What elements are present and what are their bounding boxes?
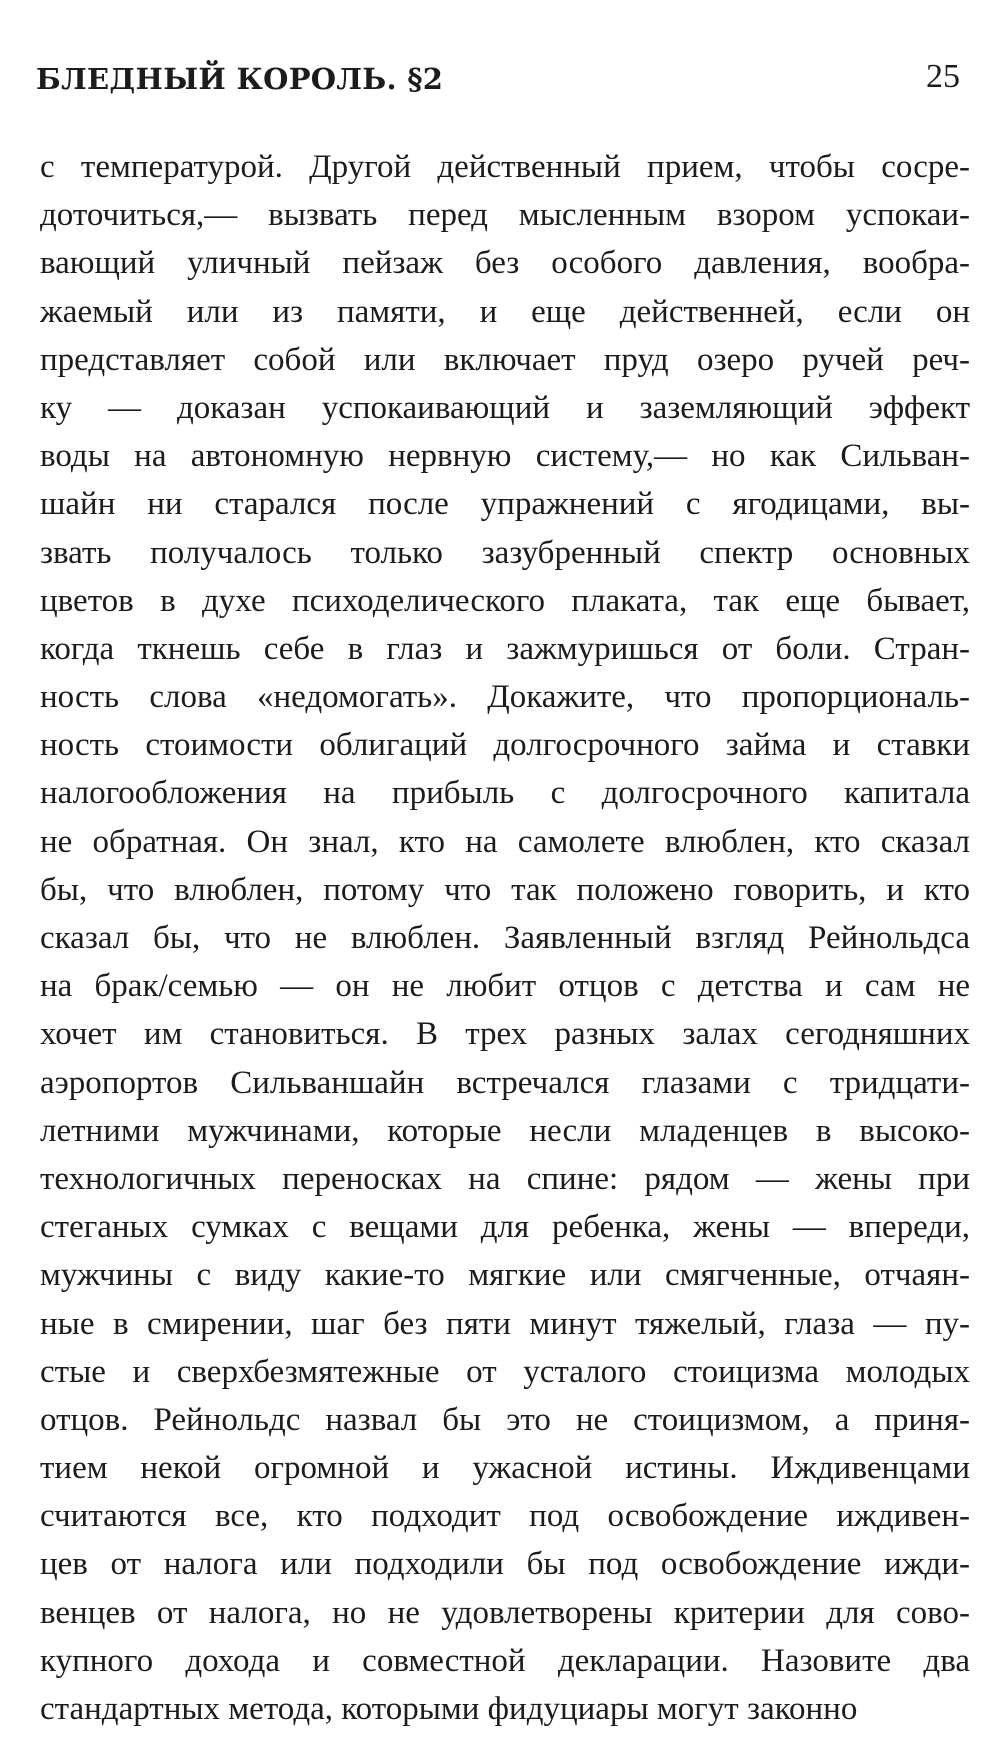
text-line: аэропортов Сильваншайн встречался глазами с тридцати- (40, 1064, 970, 1101)
text-line: стые и сверхбезмятежные от усталого стоицизма молодых (40, 1353, 970, 1390)
text-line: шайн ни старался после упражнений с ягодицами, вы- (40, 486, 970, 523)
text-line: сказал бы, что не влюблен. Заявленный взгляд Рейнольдса (40, 920, 970, 956)
text-line: цев от налога или подходили бы под освобождение ижди- (40, 1546, 970, 1583)
text-line: представляет собой или включает пруд озеро ручей реч- (40, 341, 970, 378)
text-line: воды на автономную нервную систему,— но как Сильван- (40, 438, 970, 475)
text-line: бы, что влюблен, потому что так положено говорить, и кто (40, 871, 970, 908)
text-line: ные в смирении, шаг без пяти минут тяжелый, глаза — пу- (40, 1305, 970, 1342)
text-line: не обратная. Он знал, кто на самолете влюблен, кто сказал (40, 823, 970, 860)
running-head: БЛЕДНЫЙ КОРОЛЬ. §2 (36, 62, 444, 96)
text-line: тием некой огромной и ужасной истины. Иждивенцами (40, 1450, 970, 1487)
page-number: 25 (926, 58, 960, 95)
text-line: ность стоимости облигаций долгосрочного займа и ставки (40, 727, 970, 764)
text-line: цветов в духе психоделического плаката, так еще бывает, (40, 582, 970, 619)
body-text (40, 143, 970, 1733)
text-line: технологичных переносках на спине: рядом — жены при (40, 1160, 970, 1197)
text-line: отцов. Рейнольдс назвал бы это не стоицизмом, а приня- (40, 1401, 970, 1438)
text-line: доточиться,— вызвать перед мысленным взором успокаи- (40, 197, 970, 234)
text-line: стандартных метода, которыми фидуциары могут законно (40, 1691, 858, 1727)
text-line: жаемый или из памяти, и еще действенней, если он (40, 293, 970, 330)
text-line: ность слова «недомогать». Докажите, что пропорциональ- (40, 679, 970, 716)
text-line: с температурой. Другой действенный прием, чтобы сосре- (40, 149, 970, 185)
text-line: звать получалось только зазубренный спектр основных (40, 534, 970, 571)
text-line: вающий уличный пейзаж без особого давления, вообра- (40, 245, 970, 282)
text-line: когда ткнешь себе в глаз и зажмуришься от боли. Стран- (40, 630, 970, 667)
text-line: купного дохода и совместной декларации. Назовите два (40, 1642, 970, 1679)
text-line: хочет им становиться. В трех разных залах сегодняшних (40, 1016, 970, 1053)
text-line: ку — доказан успокаивающий и заземляющий эффект (40, 389, 970, 426)
text-line: считаются все, кто подходит под освобождение иждивен- (40, 1498, 970, 1535)
text-line: стеганых сумках с вещами для ребенка, жены — впереди, (40, 1209, 970, 1246)
text-line: налогообложения на прибыль с долгосрочного капитала (40, 775, 970, 812)
text-line: на брак/семью — он не любит отцов с детства и сам не (40, 968, 970, 1005)
text-line: летними мужчинами, которые несли младенцев в высоко- (40, 1112, 970, 1149)
text-line: венцев от налога, но не удовлетворены критерии для сово- (40, 1594, 970, 1631)
text-line: мужчины с виду какие-то мягкие или смягченные, отчаян- (40, 1257, 970, 1294)
